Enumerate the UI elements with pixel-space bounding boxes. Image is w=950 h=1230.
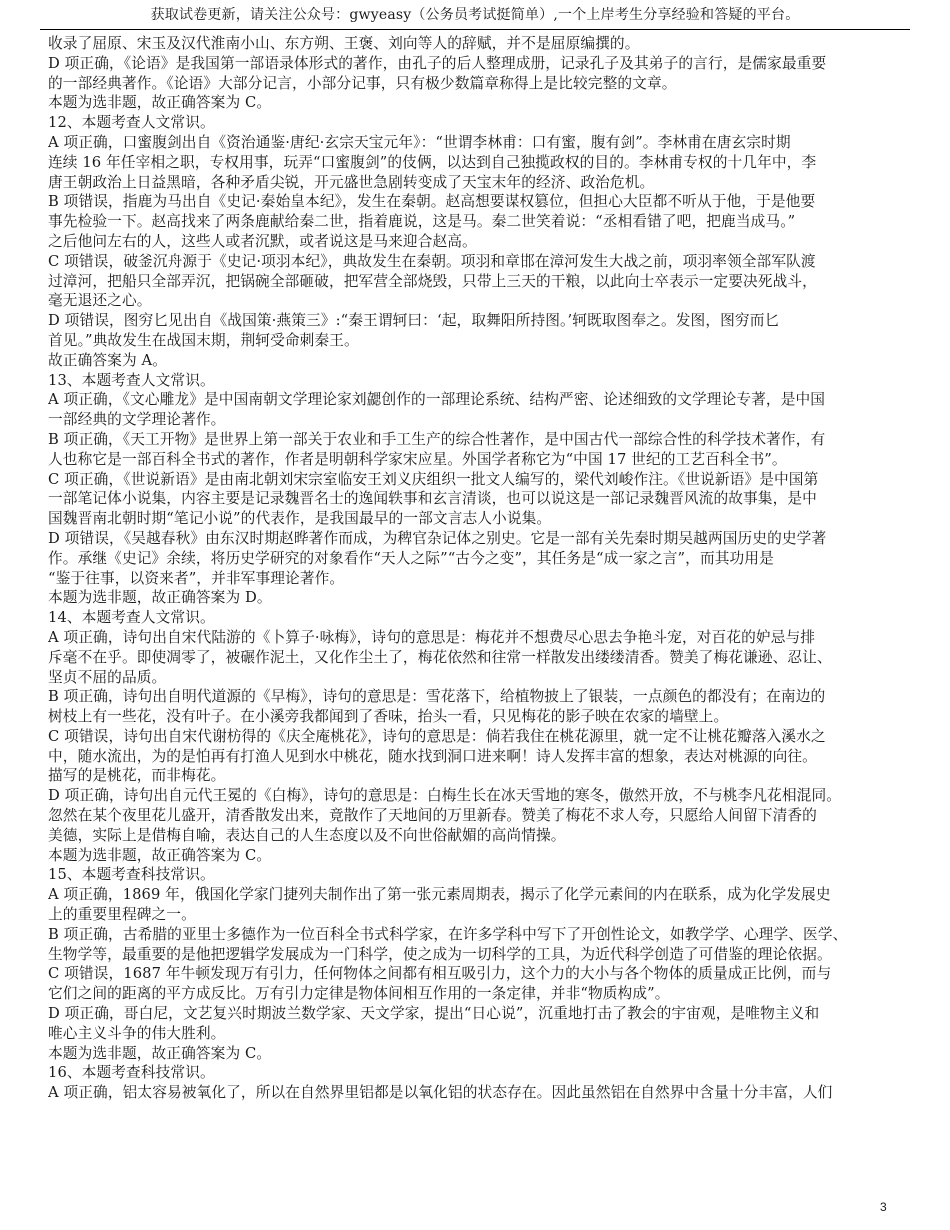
text-line: 连续 16 年任宰相之职，专权用事，玩弄“口蜜腹剑”的伎俩，以达到自己独揽政权的目的。李林甫专权的十几年中，李: [48, 153, 817, 171]
text-line: 国魏晋南北朝时期“笔记小说”的代表作，是我国最早的一部文言志人小说集。: [48, 510, 552, 528]
text-line: 人也称它是一部百科全书式的著作，作者是明朝科学家宋应星。外国学者称它为“中国 17 世纪的工艺百科全书”。: [48, 450, 787, 468]
text-line: 过漳河，把船只全部弄沉，把锅碗全部砸破，把军营全部烧毁，只带上三天的干粮，以此向士卒表示一定要决死战斗，: [48, 272, 817, 290]
text-line: 描写的是桃花，而非梅花。: [48, 767, 226, 785]
text-line: 作。承继《史记》余续，将历史学研究的对象看作“天人之际”“古今之变”，其任务是“成一家之言”，而其功用是: [48, 549, 774, 567]
text-line: 毫无退还之心。: [48, 292, 152, 310]
text-line: D 项正确，诗句出自元代王冕的《白梅》，诗句的意思是：白梅生长在冰天雪地的寒冬，傲然开放，不与桃李凡花相混同。: [48, 787, 842, 805]
text-line: 中，随水流出，为的是怕再有打渔人见到水中桃花，随水找到洞口进来啊！诗人发挥丰富的想象，表达对桃源的向往。: [48, 747, 817, 765]
text-line: C 项错误，破釜沉舟源于《史记·项羽本纪》，典故发生在秦朝。项羽和章邯在漳河发生大战之前，项羽率领全部军队渡: [48, 252, 816, 270]
text-line: C 项错误，诗句出自宋代谢枋得的《庆全庵桃花》，诗句的意思是：倘若我住在桃花源里，就一定不让桃花瓣落入溪水之: [48, 727, 826, 745]
text-line: A 项正确，1869 年，俄国化学家门捷列夫制作出了第一张元素周期表，揭示了化学元素间的内在联系，成为化学发展史: [48, 886, 831, 904]
text-line: 本题为选非题，故正确答案为 C。: [48, 846, 272, 864]
text-line: 本题为选非题，故正确答案为 D。: [48, 589, 272, 607]
text-line: 本题为选非题，故正确答案为 C。: [48, 94, 272, 112]
text-line: 斥毫不在乎。即使凋零了，被碾作泥土，又化作尘土了，梅花依然和往常一样散发出缕缕清香。赞美了梅花谦逊、忍让、: [48, 648, 832, 666]
header-divider: [40, 29, 910, 30]
text-line: D 项正确，《论语》是我国第一部语录体形式的著作，由孔子的后人整理成册，记录孔子及其弟子的言行，是儒家最重要: [48, 54, 827, 72]
text-line: 生物学等，最重要的是他把逻辑学发展成为一门科学，使之成为一切科学的工具，为近代科学创造了可借鉴的理论依据。: [48, 945, 832, 963]
text-line: D 项错误，图穷匕见出自《战国策·燕策三》:“秦王谓轲曰：‘起，取舞阳所持图。’轲既取图奉之。发图，图穷而匕: [48, 312, 780, 330]
document-body: [48, 34, 910, 1103]
text-line: 之后他问左右的人，这些人或者沉默，或者说这是马来迎合赵高。: [48, 232, 477, 250]
text-line: 坚贞不屈的品质。: [48, 668, 167, 686]
text-line: A 项正确，口蜜腹剑出自《资治通鉴·唐纪·玄宗天宝元年》：“世谓李林甫：口有蜜，腹有剑”。李林甫在唐玄宗时期: [48, 133, 791, 151]
text-line: 的一部经典著作。《论语》大部分记言，小部分记事，只有极少数篇章称得上是比较完整的文章。: [48, 74, 677, 92]
text-line: A 项正确，诗句出自宋代陆游的《卜算子·咏梅》，诗句的意思是：梅花并不想费尽心思去争艳斗宠，对百花的妒忌与排: [48, 628, 816, 646]
text-line: 本题为选非题，故正确答案为 C。: [48, 1044, 272, 1062]
text-line: 美德，实际上是借梅自喻，表达自己的人生态度以及不向世俗献媚的高尚情操。: [48, 826, 566, 844]
text-line: C 项错误，1687 年牛顿发现万有引力，任何物体之间都有相互吸引力，这个力的大小与各个物体的质量成正比例，而与: [48, 965, 832, 983]
text-line: B 项正确，《天工开物》是世界上第一部关于农业和手工生产的综合性著作，是中国古代一部综合性的科学技术著作，有: [48, 430, 826, 448]
text-line: 16、本题考查科技常识。: [48, 1064, 215, 1082]
text-line: 唐王朝政治上日益黑暗，各种矛盾尖锐，开元盛世急剧转变成了天宝末年的经济、政治危机。: [48, 173, 655, 191]
text-line: 它们之间的距离的平方成反比。万有引力定律是物体间相互作用的一条定律，并非“物质构成”。: [48, 985, 670, 1003]
text-line: 15、本题考查科技常识。: [48, 866, 215, 884]
page-header: 获取试卷更新，请关注公众号：gwyeasy（公务员考试挺简单）,一个上岸考生分享经验和答疑的平台。: [150, 7, 800, 23]
text-line: 14、本题考查人文常识。: [48, 609, 215, 627]
text-line: D 项正确，哥白尼，文艺复兴时期波兰数学家、天文学家，提出“日心说”，沉重地打击了教会的宇宙观，是唯物主义和: [48, 1005, 820, 1023]
text-line: B 项正确，诗句出自明代道源的《早梅》，诗句的意思是：雪花落下，给植物披上了银装，一点颜色的都没有；在南边的: [48, 688, 826, 706]
text-line: 收录了屈原、宋玉及汉代淮南小山、东方朔、王褒、刘向等人的辞赋，并不是屈原编撰的。: [48, 35, 640, 52]
text-line: C 项正确，《世说新语》是由南北朝刘宋宗室临安王刘义庆组织一批文人编写的，梁代刘峻作注。《世说新语》是中国第: [48, 470, 819, 488]
text-line: B 项正确，古希腊的亚里士多德作为一位百科全书式科学家，在许多学科中写下了开创性论文，如教学学、心理学、医学、: [48, 925, 848, 943]
text-line: 树枝上有一些花，没有叶子。在小溪旁我都闻到了香味，抬头一看，只见梅花的影子映在农家的墙壁上。: [48, 708, 729, 726]
text-line: A 项正确，《文心雕龙》是中国南朝文学理论家刘勰创作的一部理论系统、结构严密、论述细致的文学理论专著，是中国: [48, 391, 826, 409]
text-line: A 项正确，铝太容易被氧化了，所以在自然界里铝都是以氧化铝的状态存在。因此虽然铝在自然界中含量十分丰富，人们: [48, 1084, 833, 1102]
text-line: 事先检验一下。赵高找来了两条鹿献给秦二世，指着鹿说，这是马。秦二世笑着说：“丞相看错了吧，把鹿当成马。”: [48, 213, 796, 231]
text-line: 一部经典的文学理论著作。: [48, 411, 226, 429]
text-line: 一部笔记体小说集，内容主要是记录魏晋名士的逸闻轶事和玄言清谈，也可以说这是一部记录魏晋风流的故事集，是中: [48, 490, 817, 508]
text-line: 12、本题考查人文常识。: [48, 114, 215, 132]
text-line: D 项错误，《吴越春秋》由东汉时期赵晔著作而成，为稗官杂记体之别史。它是一部有关先秦时期吴越两国历史的史学著: [48, 529, 827, 547]
text-line: 13、本题考查人文常识。: [48, 371, 215, 389]
text-line: 上的重要里程碑之一。: [48, 906, 196, 924]
text-line: “鉴于往事，以资来者”，并非军事理论著作。: [48, 569, 345, 587]
page-number: 3: [880, 1200, 887, 1214]
text-line: 首见。”典故发生在战国末期，荆轲受命刺秦王。: [48, 331, 359, 349]
text-line: B 项错误，指鹿为马出自《史记·秦始皇本纪》，发生在秦朝。赵高想要谋权篡位，但担心大臣都不听从于他，于是他要: [48, 193, 816, 211]
text-line: 忽然在某个夜里花儿盛开，清香散发出来，竟散作了天地间的万里新春。赞美了梅花不求人夸，只愿给人间留下清香的: [48, 807, 817, 825]
text-line: 故正确答案为 A。: [48, 351, 167, 369]
text-line: 唯心主义斗争的伟大胜利。: [48, 1024, 226, 1042]
